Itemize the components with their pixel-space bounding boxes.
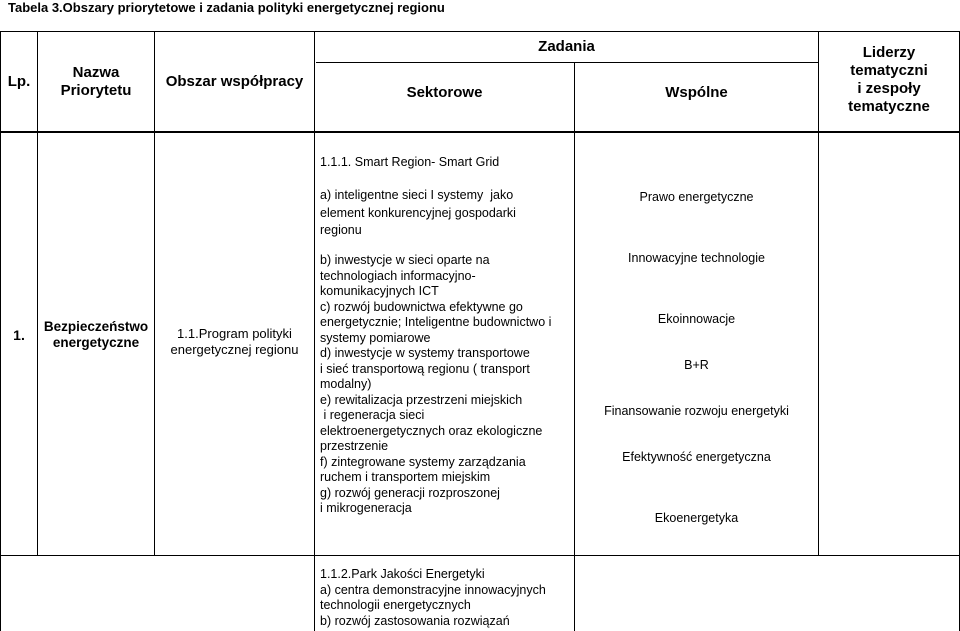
- task-line: g) rozwój generacji rozproszonej: [320, 485, 500, 500]
- wspolne-item: Prawo energetyczne: [639, 190, 754, 204]
- row-bottom-line: [0, 555, 960, 556]
- task-line: d) inwestycje w systemy transportowe: [320, 346, 530, 360]
- header-bottom-line: [0, 131, 960, 133]
- task-line: f) zintegrowane systemy zarządzania: [320, 454, 526, 469]
- task-line: regionu: [320, 223, 362, 237]
- row-lp: 1.: [13, 327, 25, 343]
- header-zadania: Zadania: [538, 38, 595, 55]
- col-line-3: [314, 31, 315, 631]
- task-line: 1.1.2.Park Jakości Energetyki: [320, 567, 485, 581]
- task-line: energetycznie; Inteligentne budownictwo i: [320, 315, 552, 329]
- task-line: elektroenergetycznych oraz ekologiczne: [320, 423, 543, 438]
- task-line: systemy pomiarowe: [320, 330, 431, 345]
- wspolne-item: B+R: [684, 358, 709, 372]
- task-line: technologiach informacyjno-: [320, 268, 476, 283]
- header-obszar: Obszar współpracy: [165, 72, 304, 90]
- task-line: i mikrogeneracja: [320, 501, 412, 515]
- header-sektorowe: Sektorowe: [406, 84, 483, 101]
- header-nazwa: Nazwa Priorytetu: [60, 63, 132, 99]
- task-line: a) centra demonstracyjne innowacyjnych: [320, 582, 546, 597]
- row-obszar: 1.1.Program polityki energetycznej regionu: [170, 326, 299, 357]
- wspolne-item: Innowacyjne technologie: [628, 251, 765, 265]
- task-line: c) rozwój budownictwa efektywne go: [320, 299, 523, 314]
- task-line: modalny): [320, 377, 372, 391]
- task-line: a) inteligentne sieci I systemy jako: [320, 188, 514, 202]
- wspolne-item: Finansowanie rozwoju energetyki: [604, 404, 789, 418]
- header-liderzy: Liderzy tematyczni i zespoły tematyczne: [848, 44, 930, 115]
- sektorowe-heading: 1.1.1. Smart Region- Smart Grid: [320, 155, 500, 169]
- wspolne-item: Ekoenergetyka: [654, 511, 739, 525]
- task-line: e) rewitalizacja przestrzeni miejskich: [320, 392, 523, 407]
- table-caption: Tabela 3.Obszary priorytetowe i zadania polityki energetycznej regionu: [8, 0, 445, 15]
- task-line: element konkurencyjnej gospodarki: [320, 205, 516, 220]
- row-nazwa: Bezpieczeństwo energetyczne: [43, 319, 149, 350]
- col-line-4: [574, 62, 575, 631]
- task-line: b) inwestycje w sieci oparte na: [320, 253, 490, 267]
- sektorowe-tasks-b-g: [320, 253, 572, 517]
- task-line: przestrzenie: [320, 439, 389, 453]
- header-lp: Lp.: [7, 72, 31, 90]
- task-line: komunikacyjnych ICT: [320, 284, 439, 298]
- task-line: i regeneracja sieci: [320, 408, 425, 422]
- wspolne-item: Ekoinnowacje: [657, 312, 736, 326]
- header-wspolne: Wspólne: [665, 84, 728, 101]
- task-line: b) rozwój zastosowania rozwiązań: [320, 613, 510, 628]
- task-line: ruchem i transportem miejskim: [320, 470, 491, 484]
- row2-sektorowe: [320, 567, 572, 629]
- task-line: i sieć transportową regionu ( transport: [320, 361, 530, 376]
- task-line: technologii energetycznych: [320, 598, 471, 612]
- wspolne-item: Efektywność energetyczna: [622, 450, 771, 464]
- zadania-divider: [316, 62, 818, 63]
- sektorowe-task-a: [320, 187, 570, 240]
